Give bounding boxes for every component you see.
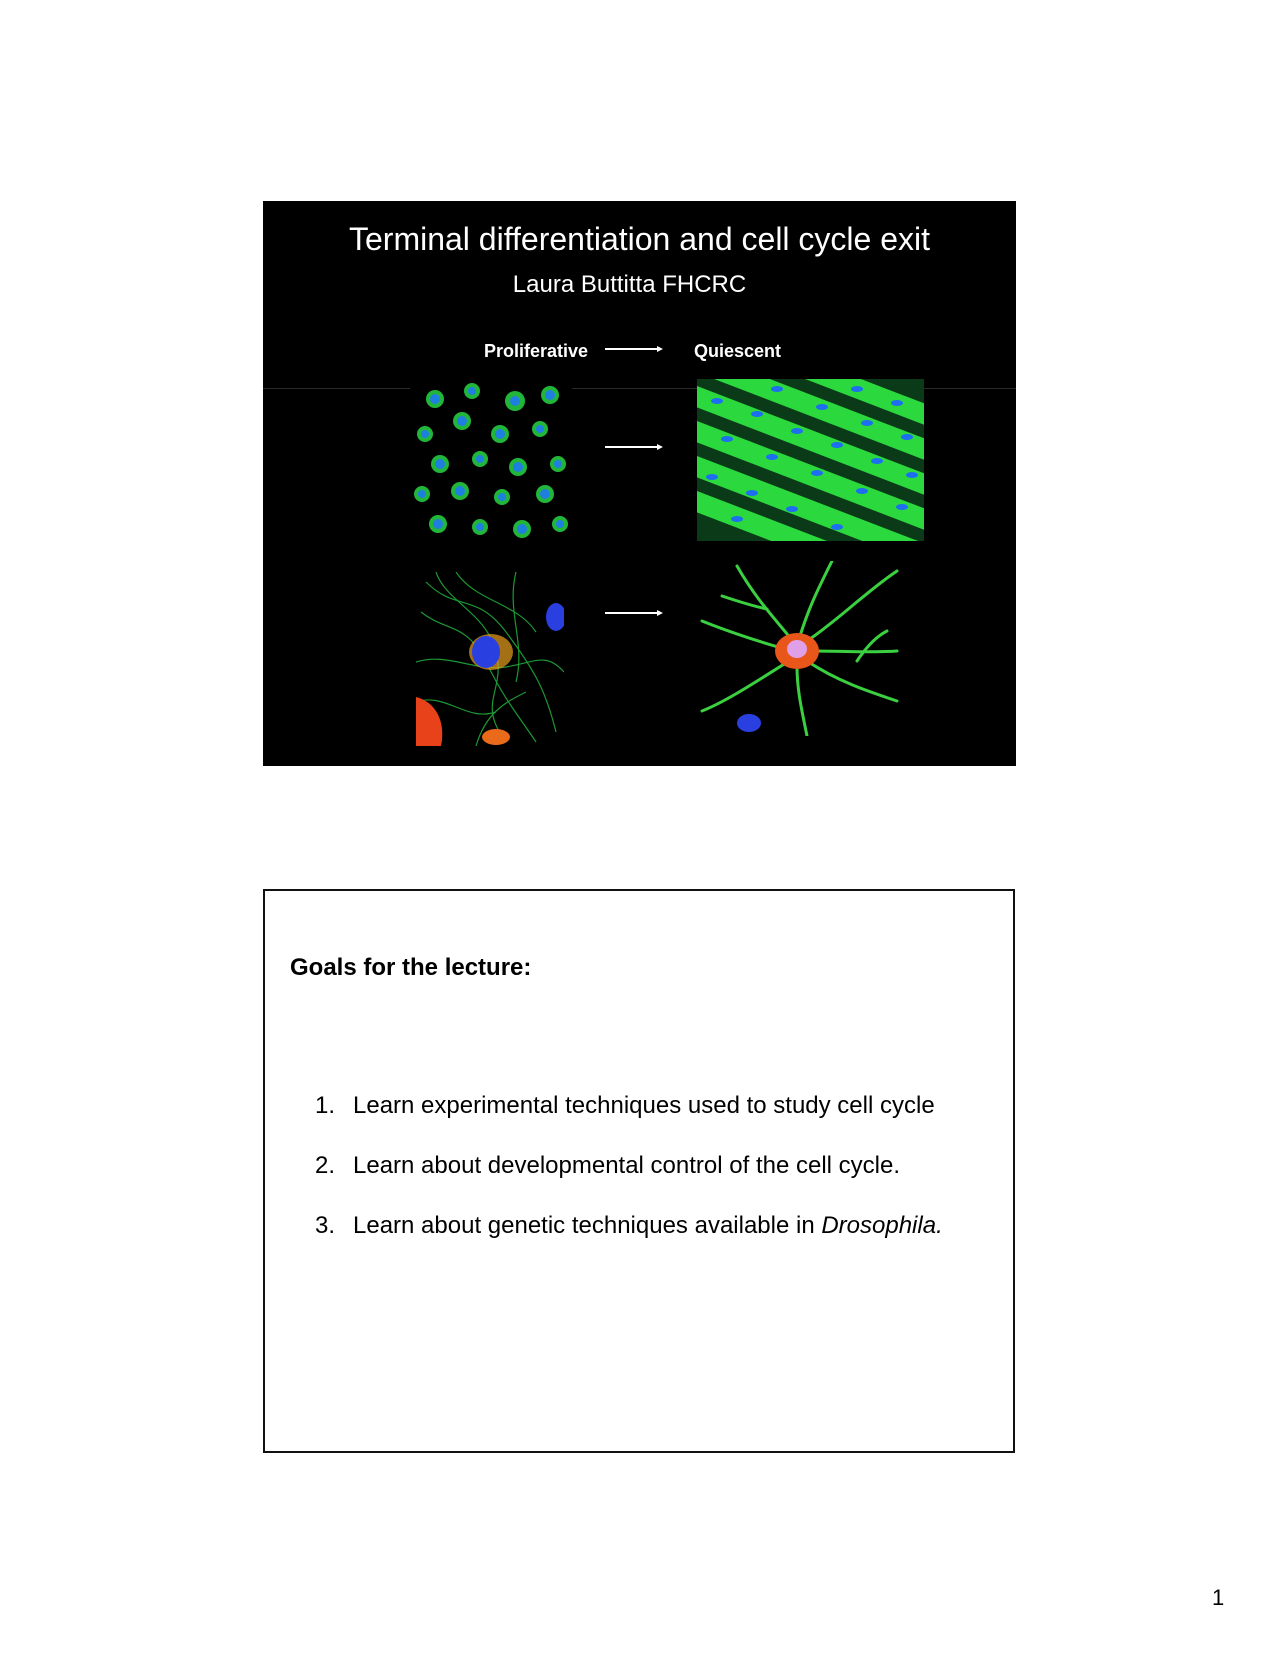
title-slide (263, 201, 1016, 766)
page-number: 1 (1212, 1585, 1225, 1610)
proliferative-neural-cells-image (416, 572, 564, 746)
goal-item-1 (315, 1092, 943, 1152)
quiescent-neuron-image (697, 561, 902, 736)
goals-heading: Goals for the lecture: (290, 954, 532, 981)
goal-item-2 (315, 1152, 943, 1212)
goal-text: Learn about genetic techniques available in Drosophila. (353, 1212, 943, 1239)
label-quiescent: Quiescent (694, 341, 782, 361)
proliferative-cells-image (410, 379, 572, 541)
arrow-right-icon (605, 344, 663, 354)
arrow-right-icon (605, 442, 663, 452)
goals-slide (263, 889, 1015, 1453)
list-number: 1. (315, 1092, 336, 1119)
goal-item-3 (315, 1212, 943, 1272)
label-proliferative: Proliferative (484, 341, 589, 361)
goal-text: Learn about developmental control of the cell cycle. (353, 1152, 900, 1179)
list-number: 3. (315, 1212, 336, 1239)
goals-list (315, 1092, 943, 1272)
slide-subtitle: Laura Buttitta FHCRC (512, 271, 747, 298)
species-name: Drosophila. (821, 1212, 943, 1239)
quiescent-muscle-fibers-image (697, 379, 924, 541)
goal-text: Learn experimental techniques used to study cell cycle (353, 1092, 935, 1119)
arrow-right-icon (605, 608, 663, 618)
slide-title: Terminal differentiation and cell cycle exit (348, 221, 931, 257)
list-number: 2. (315, 1152, 336, 1179)
